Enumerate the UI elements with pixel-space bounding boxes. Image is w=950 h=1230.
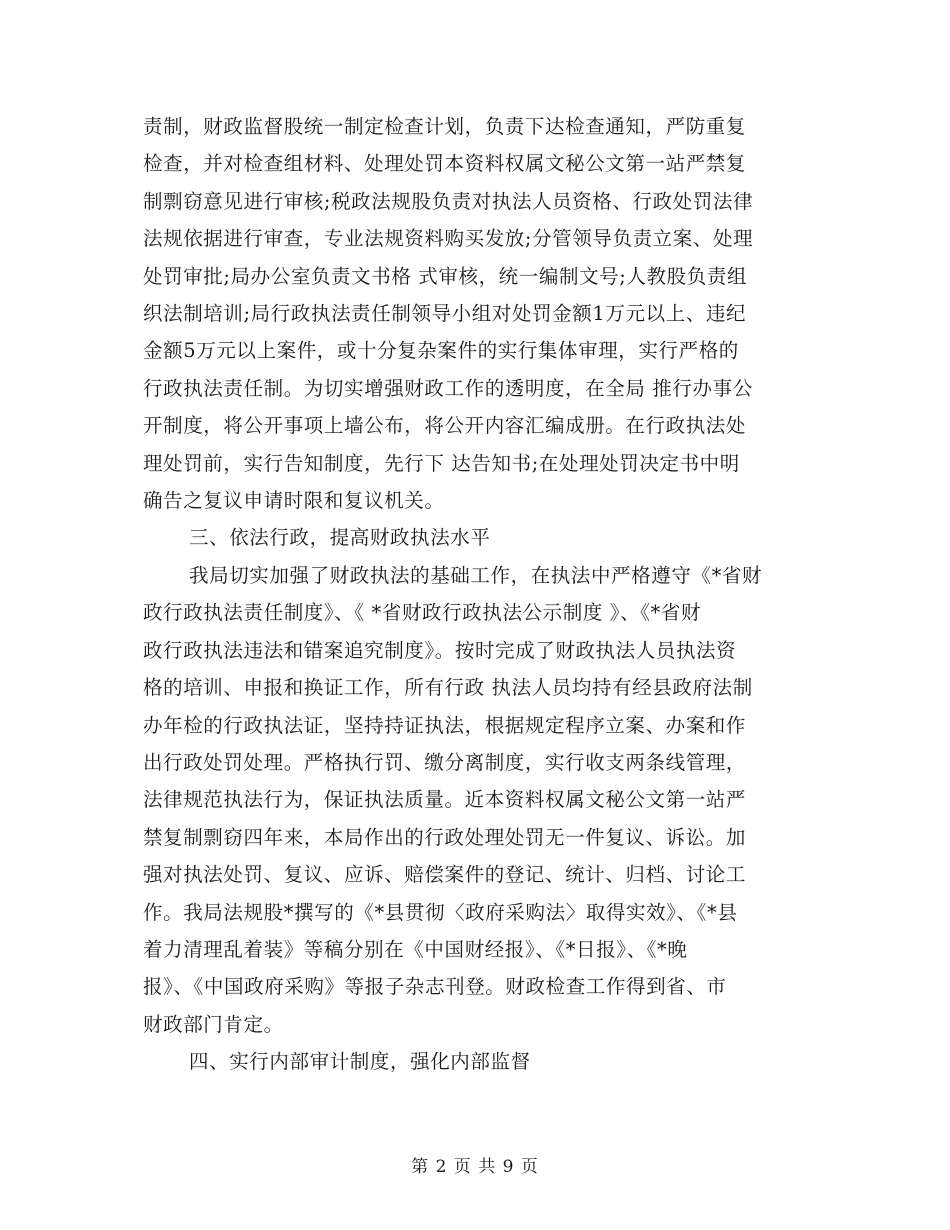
text-line: 作。我局法规股*撰写的《*县贯彻〈政府采购法〉取得实效》、《*县 <box>143 900 738 924</box>
text-line: 金额5万元以上案件，或十分复杂案件的实行集体审理，实行严格的 <box>143 339 739 363</box>
section-heading-3: 三、依法行政，提高财政执法水平 <box>189 526 491 550</box>
text-line: 处罚审批;局办公室负责文书格 式审核，统一编制文号;人教股负责组 <box>143 264 748 288</box>
text-line: 确告之复议申请时限和复议机关。 <box>143 489 445 513</box>
text-line: 政行政执法违法和错案追究制度》。按时完成了财政执法人员执法资 <box>143 638 737 662</box>
section-heading-4: 四、实行内部审计制度，强化内部监督 <box>189 1050 531 1074</box>
text-line: 办年检的行政执法证，坚持持证执法，根据规定程序立案、办案和作 <box>143 713 747 737</box>
page-number-footer: 第 2 页 共 9 页 <box>411 1157 539 1177</box>
paragraph-law-enforcement <box>143 557 808 1043</box>
text-line: 理处罚前，实行告知制度，先行下 达告知书;在处理处罚决定书中明 <box>143 451 740 475</box>
text-line: 检查，并对检查组材料、处理处罚本资料权属文秘公文第一站严禁复 <box>143 152 747 176</box>
text-line: 禁复制剽窃四年来，本局作出的行政处理处罚无一件复议、诉讼。加 <box>143 825 747 849</box>
text-line: 行政执法责任制。为切实增强财政工作的透明度，在全局 推行办事公 <box>143 376 753 400</box>
text-line: 法律规范执法行为，保证执法质量。近本资料权属文秘公文第一站严 <box>143 788 747 812</box>
text-line: 财政部门肯定。 <box>143 1012 284 1036</box>
text-line: 报》、《中国政府采购》等报子杂志刊登。财政检查工作得到省、市 <box>143 975 727 999</box>
text-line: 织法制培训;局行政执法责任制领导小组对处罚金额1万元以上、违纪 <box>143 302 747 326</box>
text-line: 开制度，将公开事项上墙公布，将公开内容汇编成册。在行政执法处 <box>143 414 747 438</box>
text-line: 格的培训、申报和换证工作，所有行政 执法人员均持有经县政府法制 <box>143 676 753 700</box>
text-line: 制剽窃意见进行审核;税政法规股负责对执法人员资格、行政处罚法律 <box>143 189 754 213</box>
paragraph-responsibility <box>143 108 808 519</box>
text-line: 着力清理乱着装》等稿分别在《中国财经报》、《*日报》、《*晚 <box>143 937 688 961</box>
text-line: 我局切实加强了财政执法的基础工作，在执法中严格遵守《*省财 <box>189 563 763 587</box>
text-line: 责制，财政监督股统一制定检查计划，负责下达检查通知，严防重复 <box>143 115 747 138</box>
document-body <box>143 108 808 1081</box>
text-line: 法规依据进行审查，专业法规资料购买发放;分管领导负责立案、处理 <box>143 227 754 251</box>
text-line: 强对执法处罚、复议、应诉、赔偿案件的登记、统计、归档、讨论工 <box>143 863 747 887</box>
text-line: 政行政执法责任制度》、《 *省财政行政执法公示制度 》、《*省财 <box>143 601 702 625</box>
text-line: 出行政处罚处理。严格执行罚、缴分离制度，实行收支两条线管理， <box>143 750 747 774</box>
